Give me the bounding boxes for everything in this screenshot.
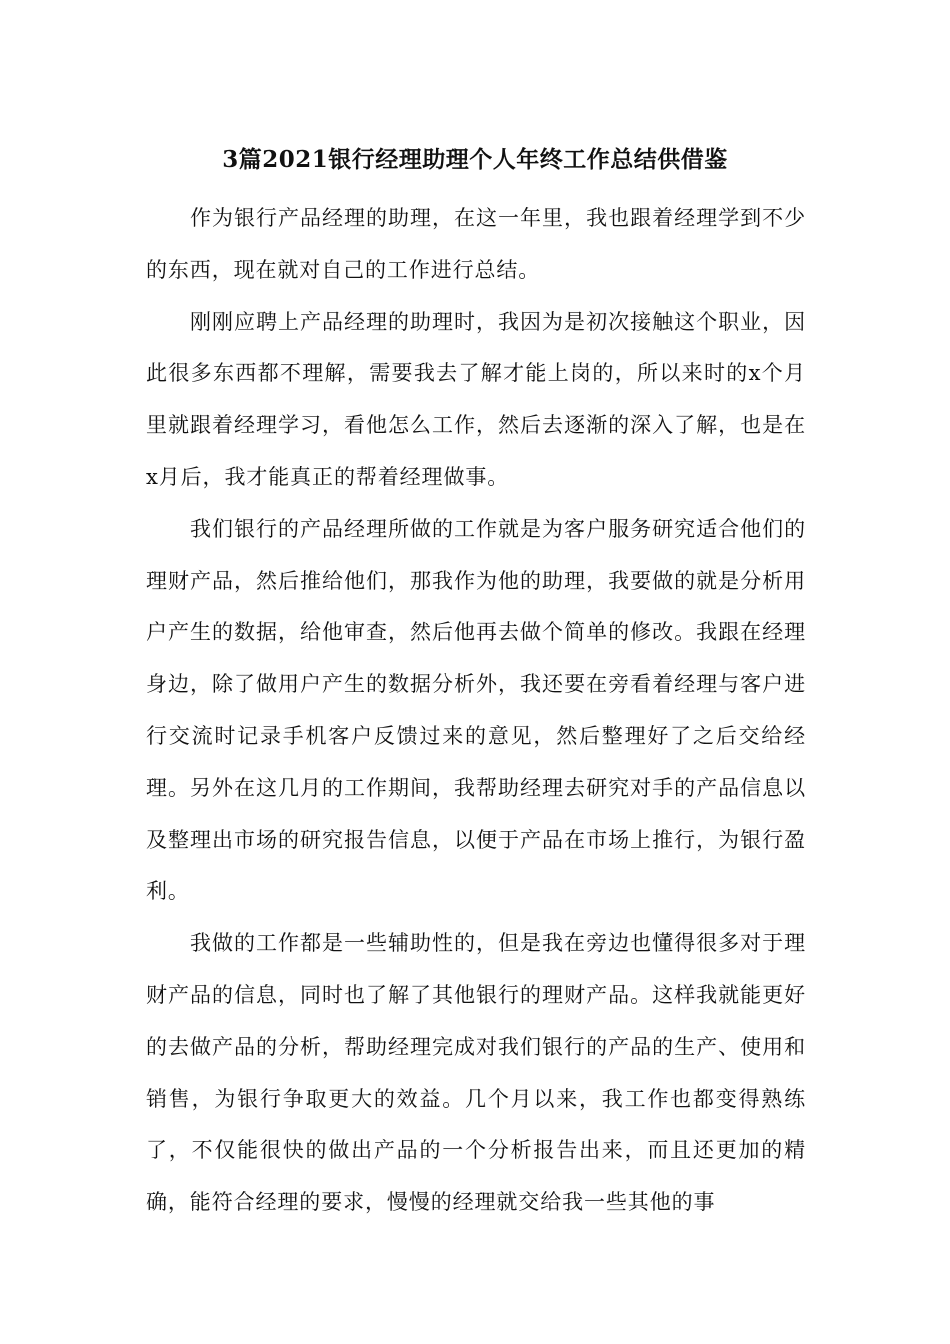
paragraph: 我们银行的产品经理所做的工作就是为客户服务研究适合他们的理财产品，然后推给他们，那我作为他的助理，我要做的就是分析用户产生的数据，给他审查，然后他再去做个简单的修改。我跟在经理身边，除了做用户产生的数据分析外，我还要在旁看着经理与客户进行交流时记录手机客户反馈过来的意见，然后整理好了之后交给经理。另外在这几月的工作期间，我帮助经理去研究对手的产品信息以及整理出市场的研究报告信息，以便于产品在市场上推行，为银行盈利。 — [146, 516, 806, 904]
document-body — [146, 193, 806, 1229]
paragraph: 作为银行产品经理的助理，在这一年里，我也跟着经理学到不少的东西，现在就对自己的工作进行总结。 — [146, 206, 806, 282]
document-title: 3篇2021银行经理助理个人年终工作总结供借鉴 — [222, 146, 728, 173]
paragraph: 刚刚应聘上产品经理的助理时，我因为是初次接触这个职业，因此很多东西都不理解，需要我去了解才能上岗的，所以来时的x个月里就跟着经理学习，看他怎么工作，然后去逐渐的深入了解，也是在x月后，我才能真正的帮着经理做事。 — [146, 309, 806, 489]
paragraph: 我做的工作都是一些辅助性的，但是我在旁边也懂得很多对于理财产品的信息，同时也了解了其他银行的理财产品。这样我就能更好的去做产品的分析，帮助经理完成对我们银行的产品的生产、使用和销售，为银行争取更大的效益。几个月以来，我工作也都变得熟练了，不仅能很快的做出产品的一个分析报告出来，而且还更加的精确，能符合经理的要求，慢慢的经理就交给我一些其他的事 — [146, 931, 806, 1215]
